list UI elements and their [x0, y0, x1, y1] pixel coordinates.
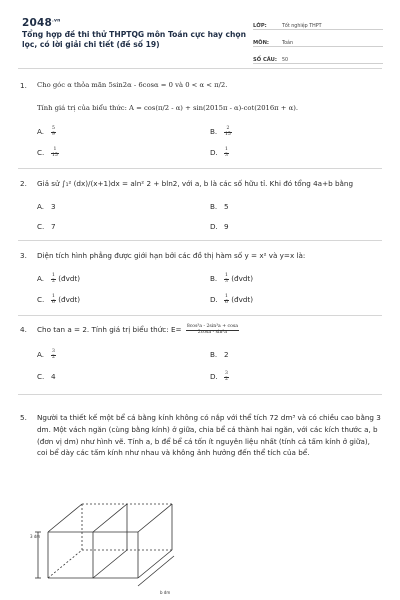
meta-row-count: [253, 49, 383, 64]
meta-value: 50: [282, 58, 289, 63]
option-b[interactable]: B. $\frac{2}{15}$: [210, 126, 231, 137]
question-number: 1.: [20, 81, 27, 90]
option-a[interactable]: A. $\frac{3}{2}$: [37, 349, 55, 360]
option-c[interactable]: C. 4: [37, 372, 56, 381]
meta-row-subject: [253, 32, 383, 47]
exam-title: Tổng hợp đề thi thử THPTQG môn Toán cực hay chọn lọc, có lời giải chi tiết (đề số 19): [22, 30, 247, 49]
question-number: 3.: [20, 251, 27, 260]
question-number: 4.: [20, 325, 27, 334]
meta-value: Tốt nghiệp THPT: [282, 24, 322, 29]
exam-meta: [253, 15, 383, 66]
option-c[interactable]: C. 7: [37, 222, 56, 231]
option-a[interactable]: A. $\frac{1}{2}$ (đvdt): [37, 273, 81, 284]
expression-fraction: $\frac{\text{8cos³a - 2sin³a + cosa}}{\text{2cosa - sin³a}}$: [186, 323, 238, 335]
option-b[interactable]: B. 5: [210, 202, 229, 211]
question-text: Diện tích hình phẳng được giới hạn bởi các đồ thị hàm số y = x² và y=x là:: [37, 251, 306, 260]
question-text: Tính giá trị của biểu thức: A = cos(π/2 - α) + sin(2015π - α)-cot(2016π + α).: [37, 104, 299, 112]
site-logo[interactable]: $2048^{.vn}$: [22, 17, 61, 29]
question-number: 5.: [20, 413, 27, 422]
bottom-label: b dm: [160, 590, 171, 595]
question-number: 2.: [20, 179, 27, 188]
option-d[interactable]: D. 9: [210, 222, 229, 231]
option-d[interactable]: D. $\frac{3}{2}$: [210, 371, 228, 382]
option-c[interactable]: C. $\frac{1}{15}$: [37, 147, 58, 158]
divider: [18, 394, 382, 395]
divider: [18, 68, 382, 69]
question-text: Giả sử ∫₁² (dx)/(x+1)dx = aln² 2 + bln2, với a, b là các số hữu tỉ. Khi đó tổng 4a+b bằng: [37, 179, 354, 188]
meta-value: Toán: [282, 41, 294, 46]
option-c[interactable]: C. $\frac{1}{6}$ (đvdt): [37, 294, 81, 305]
meta-row-class: [253, 15, 383, 30]
meta-label: LỚP:: [253, 23, 267, 29]
divider: [18, 315, 382, 316]
option-b[interactable]: B. 2: [210, 350, 229, 359]
meta-label: SỐ CÂU:: [253, 57, 277, 63]
option-a[interactable]: A. 3: [37, 202, 56, 211]
divider: [18, 168, 382, 169]
meta-label: MÔN:: [253, 40, 269, 46]
option-b[interactable]: B. $\frac{1}{3}$ (đvdt): [210, 273, 254, 284]
question-text: Cho góc α thỏa mãn 5sin2α - 6cosα = 0 và 0 < α < π/2.: [37, 81, 228, 89]
fish-tank-figure: [26, 478, 206, 598]
option-a[interactable]: A. $\frac{5}{9}$: [37, 126, 55, 137]
option-d[interactable]: D. $\frac{1}{6}$ (đvdt): [210, 294, 254, 305]
question-text: Cho tan a = 2. Tính giá trị biểu thức: E=: [37, 325, 182, 334]
option-d[interactable]: D. $\frac{1}{3}$: [210, 147, 228, 158]
question-text: Người ta thiết kế một bể cá bằng kính không có nắp với thể tích 72 dm³ và có chiều cao bằng 3 dm. Một vách ngăn (cùng bằng kính) ở giữa, chia bể cá thành hai ngăn, với các kích thước a, b (đơn vị dm) như hình vẽ. Tính a, b để bể cá tốn ít nguyên liệu nhất (tính cả tấm kính ở giữa), coi bể dày các tấm kính như nhau và không ảnh hưởng đến thể tích của bể.: [37, 413, 381, 458]
height-label: 3 dm: [30, 534, 41, 539]
divider: [18, 240, 382, 241]
